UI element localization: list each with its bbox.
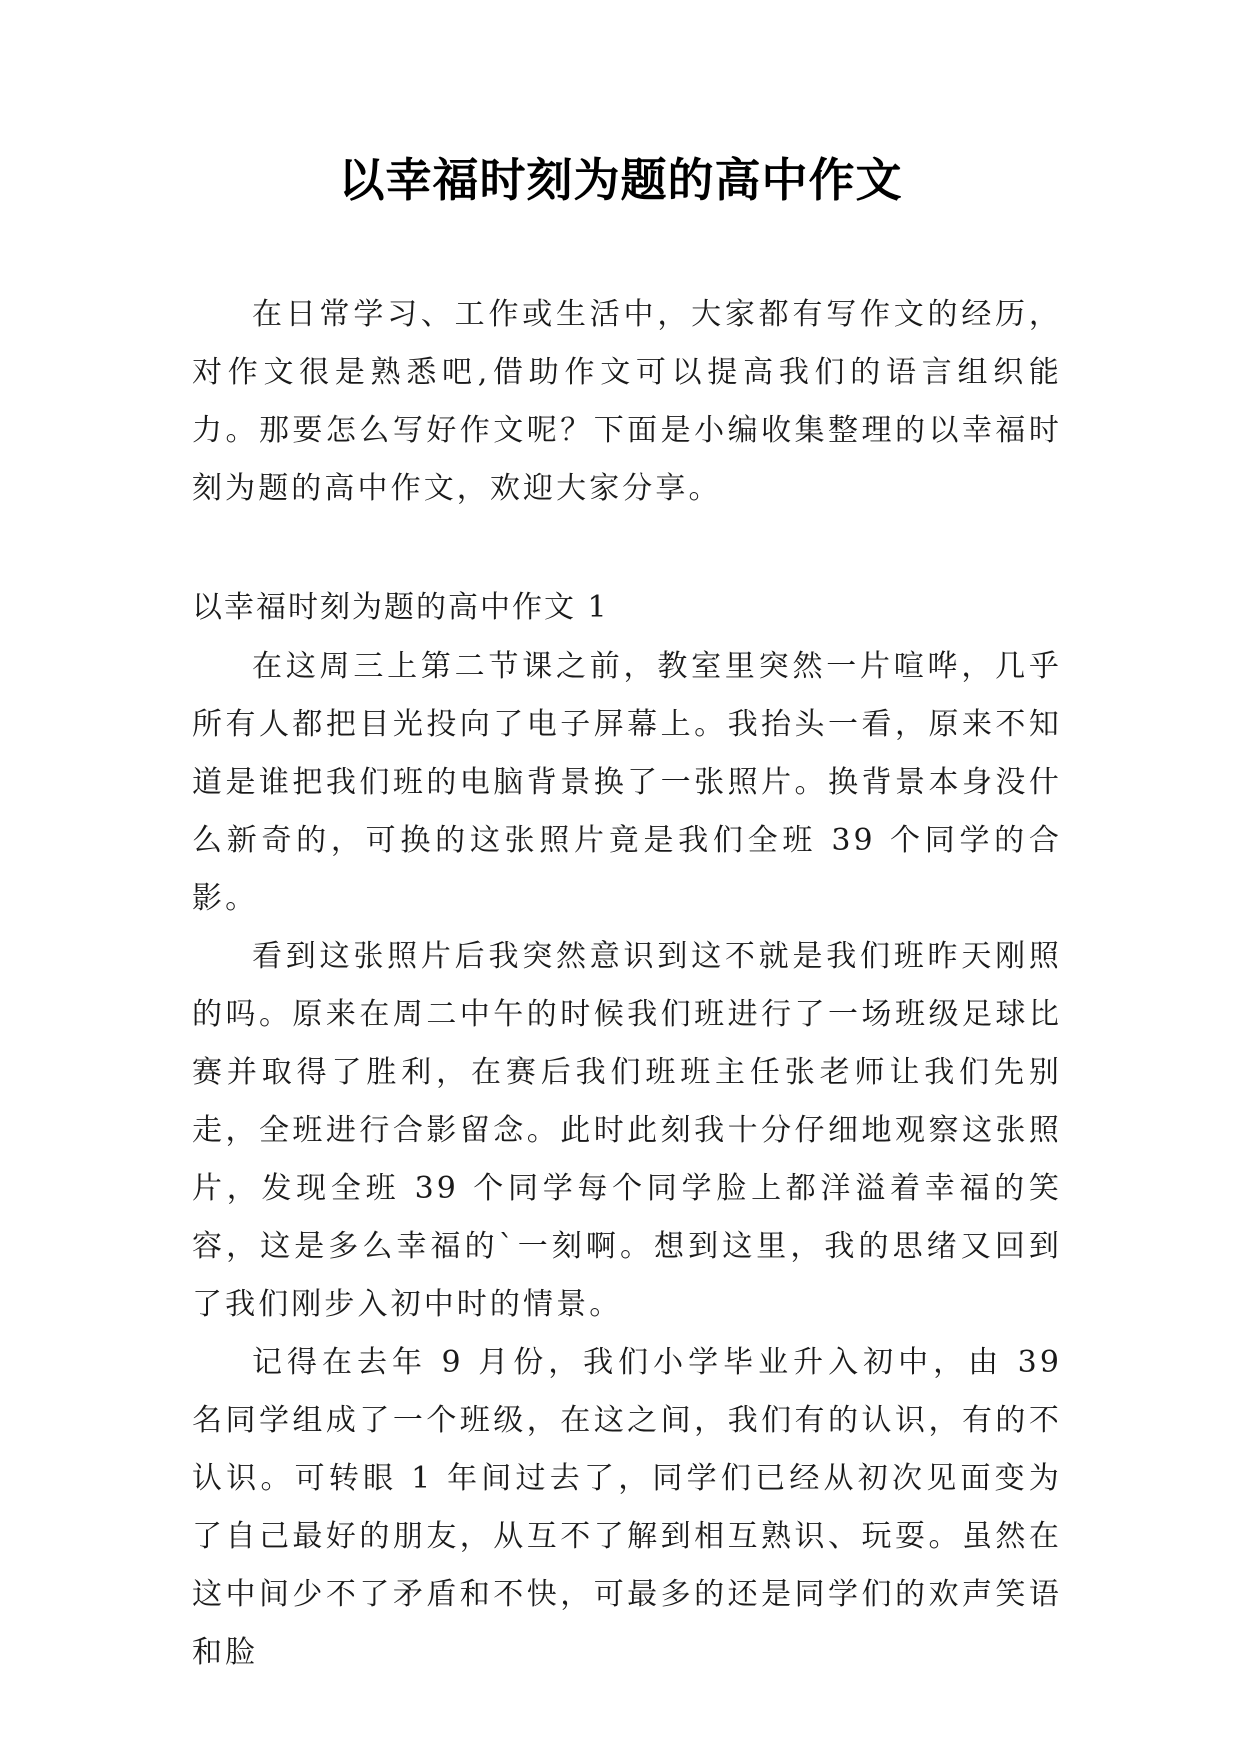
essay-paragraph: 看到这张照片后我突然意识到这不就是我们班昨天刚照的吗。原来在周二中午的时候我们班进行了一场班级足球比赛并取得了胜利，在赛后我们班班主任张老师让我们先别走，全班进行合影留念。此时此刻我十分仔细地观察这张照片，发现全班 39 个同学每个同学脸上都洋溢着幸福的笑容，这是多么幸福的`一刻啊。想到这里，我的思绪又回到了我们刚步入初中时的情景。	[192, 939, 1062, 1322]
intro-paragraph: 在日常学习、工作或生活中，大家都有写作文的经历，对作文很是熟悉吧,借助作文可以提高我们的语言组织能力。那要怎么写好作文呢？下面是小编收集整理的以幸福时刻为题的高中作文，欢迎大家分享。	[192, 297, 1062, 506]
essay-paragraph: 在这周三上第二节课之前，教室里突然一片喧哗，几乎所有人都把目光投向了电子屏幕上。我抬头一看，原来不知道是谁把我们班的电脑背景换了一张照片。换背景本身没什么新奇的，可换的这张照片竟是我们全班 39 个同学的合影。	[192, 649, 1062, 916]
intro-section	[192, 286, 1062, 518]
essay-paragraph: 记得在去年 9 月份，我们小学毕业升入初中，由 39 名同学组成了一个班级，在这之间，我们有的认识，有的不认识。可转眼 1 年间过去了，同学们已经从初次见面变为了自己最好的朋友，从互不了解到相互熟识、玩耍。虽然在这中间少不了矛盾和不快，可最多的还是同学们的欢声笑语和脸	[192, 1345, 1062, 1670]
document-title: 以幸福时刻为题的高中作文	[338, 153, 903, 207]
essay-body	[192, 638, 1062, 1682]
section-heading: 以幸福时刻为题的高中作文 1	[192, 590, 609, 625]
